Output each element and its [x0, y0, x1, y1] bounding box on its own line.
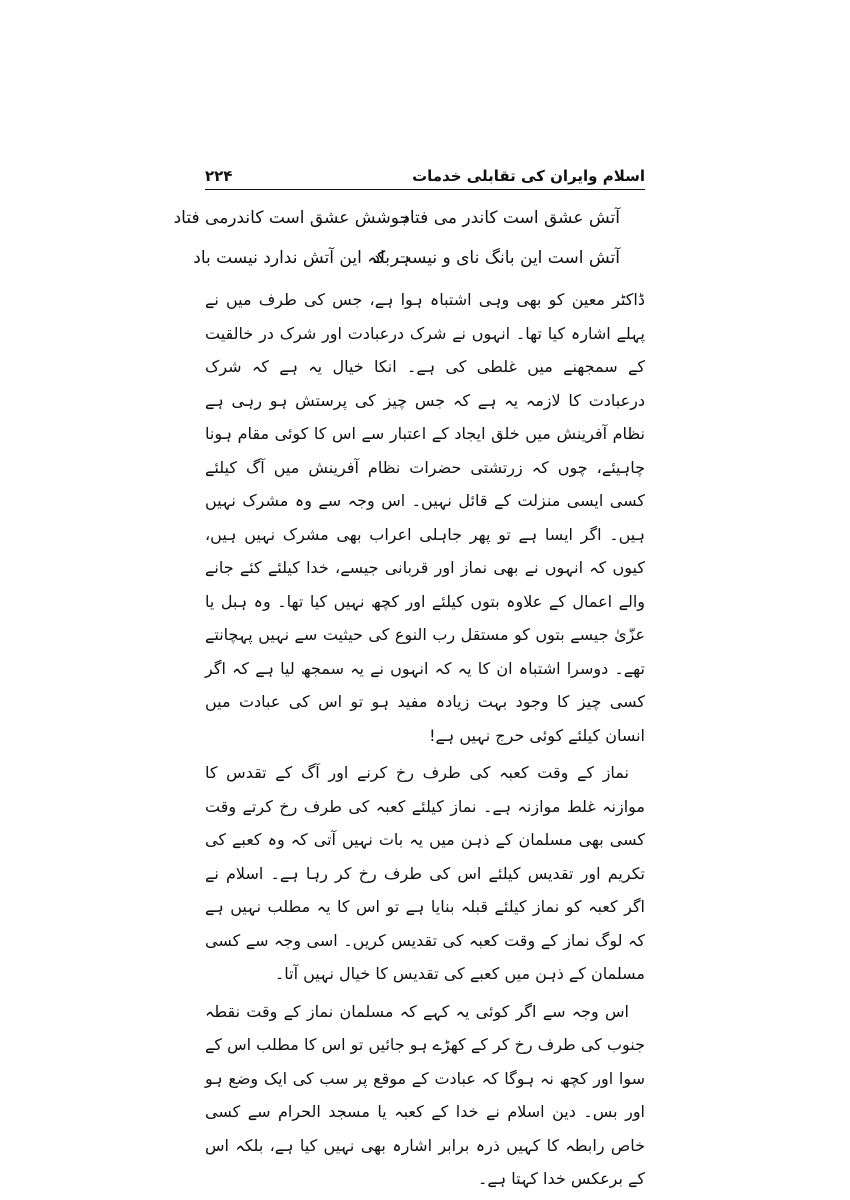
- poem-verses: [173, 198, 645, 278]
- paragraph: ڈاکٹر معین کو بھی وہی اشتباہ ہوا ہے، جس کی طرف میں نے پہلے اشارہ کیا تھا۔ انہوں نے شرک درعبادت اور شرک در خالقیت کے سمجھنے میں غلطی کی ہے۔ انکا خیال یہ ہے کہ شرک درعبادت کا لازمہ یہ ہے کہ جس چیز کی پرستش ہو رہی ہے نظام آفرینش میں خلق ایجاد کے اعتبار سے اس کا کوئی مقام ہونا چاہیئے، چوں کہ زرتشتی حضرات نظام آفرینش میں آگ کیلئے کسی ایسی منزلت کے قائل نہیں۔ اس وجہ سے وہ مشرک نہیں ہیں۔ اگر ایسا ہے تو پھر جاہلی اعراب بھی مشرک نہیں ہیں، کیوں کہ انہوں نے بھی نماز اور قربانی جیسے، خدا کیلئے کئے جانے والے اعمال کے علاوہ بتوں کیلئے اور کچھ نہیں کیا تھا۔ وہ ہبل یا عزّیٰ جیسے بتوں کو مستقل رب النوع کی حیثیت سے نہیں پہچانتے تھے۔ دوسرا اشتباہ ان کا یہ کہ انہوں نے یہ سمجھ لیا ہے کہ اگر کسی چیز کا وجود بہت زیادہ مفید ہو تو اس کی عبادت میں انسان کیلئے کوئی حرج نہیں ہے!: [205, 290, 645, 745]
- header-divider: [205, 189, 645, 190]
- page-number: ۲۲۴: [205, 167, 233, 185]
- verse-right-hemistich: آتش عشق است کاندر می فتاد: [402, 208, 620, 228]
- verse-left-hemistich: جوشش عشق است کاندرمی فتاد: [173, 208, 410, 228]
- running-title: اسلام وایران کی تقابلی خدمات: [412, 167, 645, 185]
- page-header: [205, 158, 645, 186]
- body-text: [205, 283, 645, 1200]
- verse-couplet: [193, 238, 645, 278]
- paragraph: نماز کے وقت کعبہ کی طرف رخ کرنے اور آگ کے تقدس کا موازنہ غلط موازنہ ہے۔ نماز کیلئے کعبہ کی طرف رخ کرتے وقت کسی بھی مسلمان کے ذہن میں یہ بات نہیں آتی کہ وہ کعبے کی تکریم اور تقدیس کیلئے اس کی طرف رخ کر رہا ہے۔ اسلام نے اگر کعبہ کو نماز کیلئے قبلہ بنایا ہے تو اس کا یہ مطلب نہیں ہے کہ لوگ نماز کے وقت کعبہ کی تقدیس کریں۔ اسی وجہ سے کسی مسلمان کے ذہن میں کعبے کی تقدیس کا خیال نہیں آتا۔: [205, 763, 645, 983]
- verse-left-hemistich: ہر کہ این آتش ندارد نیست باد: [193, 248, 410, 268]
- verse-couplet: [173, 198, 645, 238]
- paragraph: اس وجہ سے اگر کوئی یہ کہے کہ مسلمان نماز کے وقت نقطہ جنوب کی طرف رخ کر کے کھڑے ہو جائیں تو اس کا مطلب اس کے سوا اور کچھ نہ ہوگا کہ عبادت کے موقع پر سب کی ایک وضع ہو اور بس۔ دین اسلام نے خدا کے کعبہ یا مسجد الحرام سے کسی خاص رابطہ کا کہیں ذرہ برابر اشارہ بھی نہیں کیا ہے، بلکہ اس کے برعکس خدا کہتا ہے۔: [205, 1001, 645, 1188]
- verse-right-hemistich: آتش است این بانگ نای و نیست باد: [372, 248, 620, 268]
